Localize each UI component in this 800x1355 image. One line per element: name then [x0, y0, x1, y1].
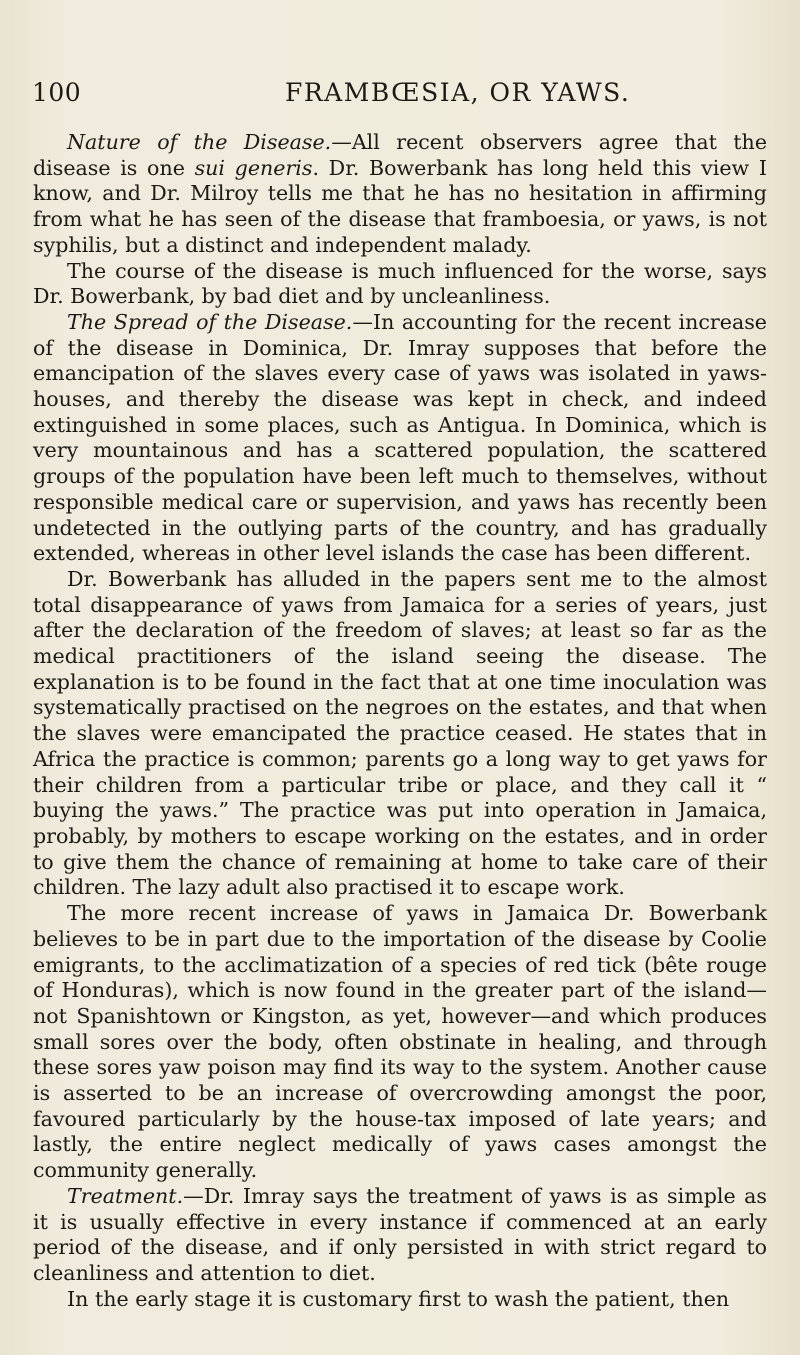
- paragraph-text: —Dr. Imray says the treatment of yaws is as simple as it is usually effective in every instance if commenced at an early period of the disease, and if only persisted in with strict regard to cleanliness and attention to diet.: [33, 1183, 767, 1285]
- paragraph-treatment: [33, 1184, 767, 1287]
- paragraph-jamaica-increase: [33, 901, 767, 1184]
- paragraph-jamaica-disappearance: [33, 567, 767, 901]
- paragraph-nature-of-disease: [33, 130, 767, 259]
- paragraph-text: —In accounting for the recent increase of the disease in Dominica, Dr. Imray supposes that before the emancipation of the slaves every case of yaws was isolated in yaws-houses, and thereby the disease was kept in check, and indeed extinguished in some places, such as Antigua. In Dominica, which is very mountainous and has a scattered population, the scattered groups of the population have been left much to themselves, without responsible medical care or supervision, and yaws has recently been undetected in the outlying parts of the country, and has gradually extended, whereas in other level islands the case has been different.: [33, 309, 767, 566]
- body-text: [33, 130, 767, 1312]
- paragraph-early-stage: [33, 1287, 767, 1313]
- section-heading-nature: Nature of the Disease.: [67, 130, 332, 154]
- paragraph-text: —All recent observers agree that the disease is one: [33, 130, 768, 180]
- page-number: 100: [32, 78, 82, 107]
- section-heading-treatment: Treatment.: [67, 1183, 184, 1208]
- paragraph-text: In the early stage it is customary first to wash the patient, then: [67, 1286, 730, 1311]
- latin-term: sui generis: [194, 155, 313, 180]
- paragraph-text: The more recent increase of yaws in Jamaica Dr. Bowerbank believes to be in part due to the importation of the disease by Coolie emigrants, to the acclimatization of a species of red tick (bête rouge of Honduras), which is now found in the greater part of the island—not Spanishtown or Kingston, as yet, however—and which produces small sores over the body, often obstinate in healing, and through these sores yaw poison may find its way to the system. Another cause is asserted to be an increase of overcrowding amongst the poor, favoured particularly by the house-tax imposed of late years; and lastly, the entire neglect medically of yaws cases amongst the community generally.: [33, 901, 767, 1183]
- paragraph-spread-of-disease: [33, 310, 767, 567]
- page-header: [30, 78, 770, 118]
- paragraph-text: The course of the disease is much influenced for the worse, says Dr. Bowerbank, by bad diet and by uncleanliness.: [33, 258, 767, 309]
- paragraph-course-of-disease: [33, 259, 767, 310]
- paragraph-text: Dr. Bowerbank has alluded in the papers sent me to the almost total disappearance of yaws from Jamaica for a series of years, just after the declaration of the freedom of slaves; at least so far as the medical practitioners of the island seeing the disease. The explanation is to be found in the fact that at one time inoculation was systematically practised on the negroes on the estates, and that when the slaves were emancipated the practice ceased. He states that in Africa the practice is common; parents go a long way to get yaws for their children from a particular tribe or place, and they call it “ buying the yaws.” The practice was put into operation in Jamaica, probably, by mothers to escape working on the estates, and in order to give them the chance of remaining at home to take care of their children. The lazy adult also practised it to escape work.: [33, 566, 767, 900]
- section-heading-spread: The Spread of the Disease.: [67, 309, 353, 334]
- running-title: FRAMBŒSIA, OR YAWS.: [285, 78, 631, 107]
- paragraph-text: . Dr. Bowerbank has long held this view I know, and Dr. Milroy tells me that he has no hesitation in affirming from what he has seen of the disease that framboesia, or yaws, is not syphilis, but a distinct and independent malady.: [33, 155, 767, 257]
